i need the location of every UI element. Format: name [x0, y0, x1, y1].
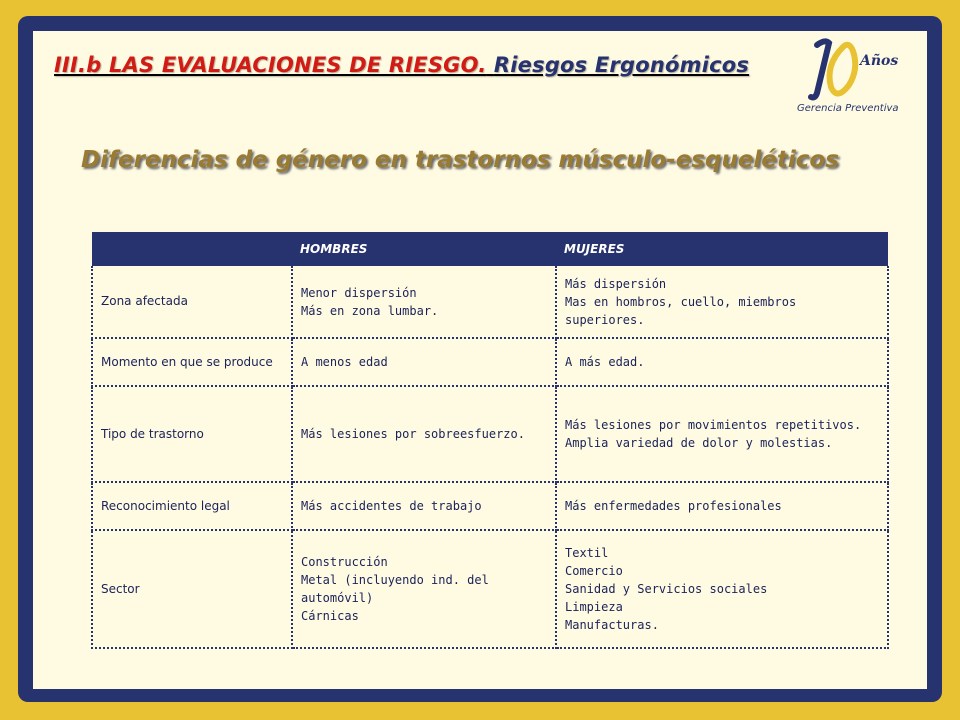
- cell-mujeres: [556, 386, 888, 482]
- row-label: Tipo de trastorno: [92, 386, 292, 482]
- cell-line: Comercio: [565, 564, 623, 578]
- cell-line: Manufacturas.: [565, 618, 659, 632]
- cell-line: Limpieza: [565, 600, 623, 614]
- row-label: Momento en que se produce: [92, 338, 292, 386]
- table-row: [92, 266, 888, 338]
- table-row: [92, 530, 888, 648]
- cell-line: Más en zona lumbar.: [301, 303, 439, 318]
- cell-mujeres: [556, 266, 888, 338]
- page-title: [54, 53, 749, 77]
- cell-mujeres: [556, 482, 888, 530]
- table-header-row: [92, 232, 888, 266]
- cell-mujeres: [556, 530, 888, 648]
- cell-hombres: [292, 530, 556, 648]
- row-label: Zona afectada: [92, 266, 292, 338]
- title-main: III.b LAS EVALUACIONES DE RIESGO.: [54, 53, 487, 77]
- cell-line: Más dispersión: [565, 276, 667, 291]
- cell-line: Construcción: [301, 555, 388, 569]
- logo-years: Años: [860, 53, 899, 69]
- subtitle: Diferencias de género en trastornos músculo-esqueléticos: [81, 147, 839, 173]
- table-row: [92, 386, 888, 482]
- header-mujeres: MUJERES: [556, 232, 888, 266]
- cell-line: Más accidentes de trabajo: [301, 499, 482, 513]
- cell-line: Mas en hombros, cuello, miembros superiores.: [565, 294, 797, 327]
- cell-hombres: [292, 386, 556, 482]
- company-logo: [795, 35, 905, 115]
- title-sub: Riesgos Ergonómicos: [493, 53, 750, 77]
- cell-line: A más edad.: [565, 355, 645, 369]
- header-empty: [92, 232, 292, 266]
- cell-line: Menor dispersión: [301, 285, 417, 300]
- logo-org: Gerencia Preventiva: [797, 103, 899, 114]
- cell-line: Textil: [565, 546, 609, 560]
- header-hombres: HOMBRES: [292, 232, 556, 266]
- logo-ten-icon: [795, 35, 905, 105]
- cell-line: Cárnicas: [301, 609, 359, 623]
- row-label: Sector: [92, 530, 292, 648]
- cell-line: A menos edad: [301, 355, 388, 369]
- cell-line: Metal (incluyendo ind. del automóvil): [301, 573, 489, 605]
- table-row: [92, 482, 888, 530]
- table-row: [92, 338, 888, 386]
- row-label: Reconocimiento legal: [92, 482, 292, 530]
- cell-line: Sanidad y Servicios sociales: [565, 582, 768, 596]
- cell-mujeres: [556, 338, 888, 386]
- comparison-table: [91, 232, 889, 649]
- cell-line: Más enfermedades profesionales: [565, 499, 782, 513]
- cell-hombres: [292, 338, 556, 386]
- cell-line: Más lesiones por movimientos repetitivos.: [565, 418, 862, 432]
- cell-hombres: [292, 266, 556, 338]
- cell-line: Amplia variedad de dolor y molestias.: [565, 436, 833, 450]
- slide: [33, 31, 927, 689]
- cell-hombres: [292, 482, 556, 530]
- cell-line: Más lesiones por sobreesfuerzo.: [301, 427, 525, 441]
